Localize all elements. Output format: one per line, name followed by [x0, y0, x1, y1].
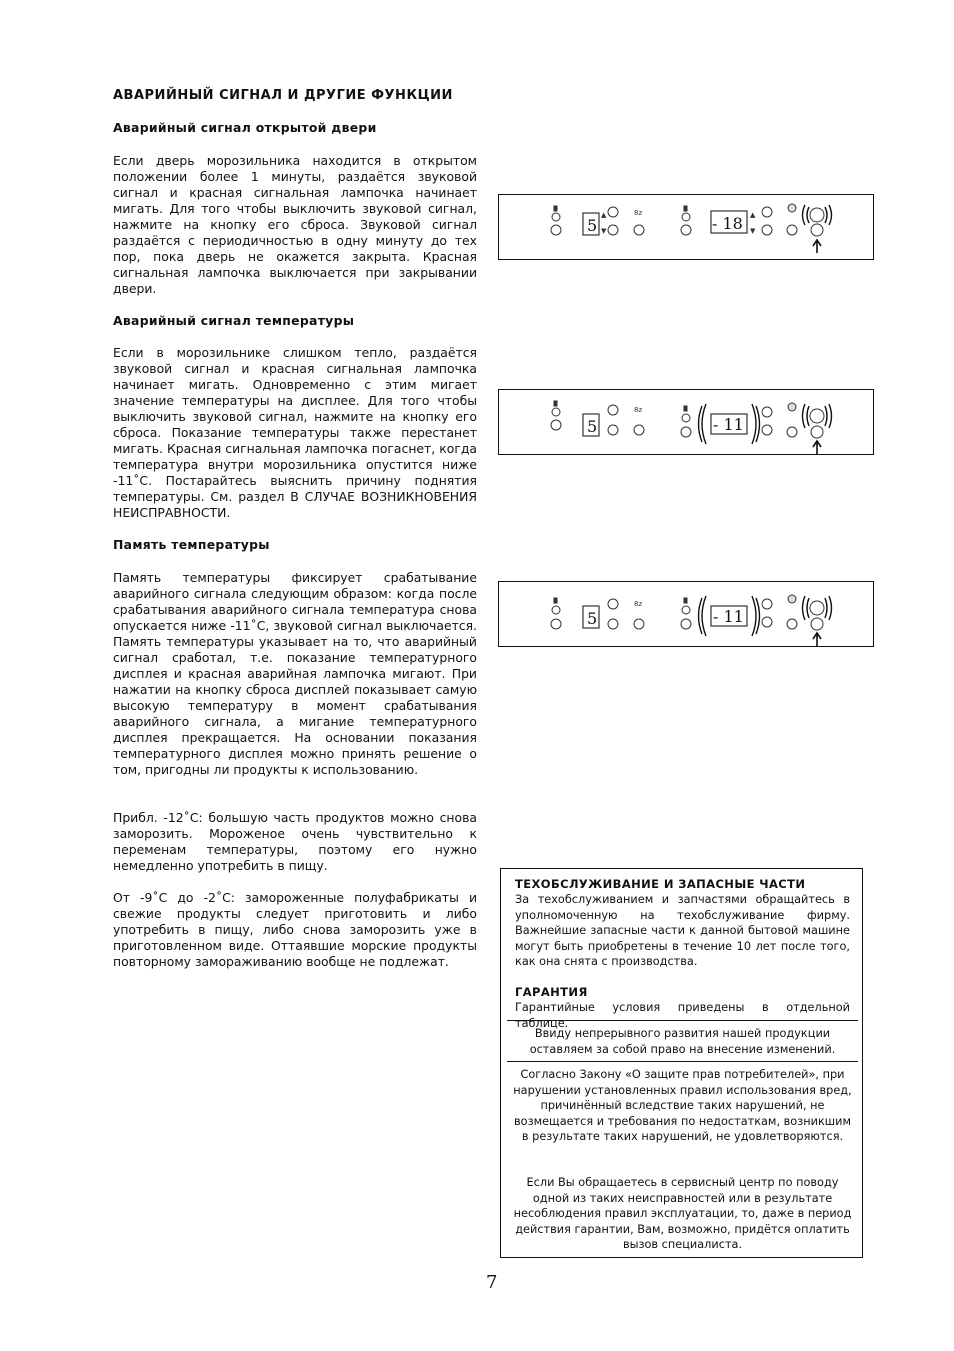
fridge-display-value: 5 [587, 417, 598, 436]
svg-text:8z: 8z [634, 600, 643, 608]
freezer-display-value: - 18 [712, 214, 743, 233]
control-panel-normal [498, 194, 874, 260]
svg-text:8z: 8z [634, 209, 643, 217]
control-panel-memory [498, 581, 874, 647]
service-call-text: Если Вы обращаетесь в сервисный центр по поводу одной из таких неисправностей или в результате несоблюдения правил эксплуатации, то, даже в период действия гарантии, Вам, возможно, придётся оплатить вызов специалиста. [513, 1176, 852, 1251]
temp-memory-heading: Память температуры [113, 537, 270, 552]
temp-memory-note-2: От -9˚C до -2˚C: замороженные полуфабрикаты и свежие продукты следует приготовить и либо употребить в пищу, либо снова заморозить уже в приготовленном виде. Оттаявшие морские продукты повторному замораживанию вообще не подлежат. [113, 890, 477, 969]
fridge-display-value: 5 [587, 216, 598, 235]
arrow-up-icon [813, 240, 821, 253]
alarm-reset-icon [810, 601, 824, 615]
snowflake-icon [788, 595, 796, 603]
arrow-up-icon [813, 633, 821, 646]
freezer-display-value: - 11 [713, 415, 744, 434]
temp-memory-note-1: Прибл. -12˚C: большую часть продуктов можно снова заморозить. Мороженое очень чувствительно к переменам температуры, поэтому его нужно немедленно употребить в пищу. [113, 810, 477, 873]
service-warranty-box [500, 868, 863, 1258]
changes-text: Ввиду непрерывного развития нашей продукции оставляем за собой право на внесение изменений. [529, 1027, 836, 1056]
svg-text:▼: ▼ [750, 227, 756, 235]
warranty-text: Гарантийные условия приведены в отдельной таблице. [515, 1001, 850, 1030]
alarm-reset-button[interactable] [811, 618, 823, 630]
page-number: 7 [486, 1272, 498, 1293]
alarm-reset-icon [810, 409, 824, 423]
freezer-thermometer-icon [684, 598, 687, 603]
freezer-display-value: - 11 [713, 607, 744, 626]
freezer-thermometer-icon [684, 206, 687, 211]
svg-text:▲: ▲ [750, 211, 756, 219]
law-text: Согласно Закону «О защите прав потребителей», при нарушении установленных правил использования вред, причинённый вследствие таких нарушений, не возмещается и требования по недостаткам, возникшим в результате таких нарушений, не удовлетворяются. [513, 1068, 852, 1143]
temp-memory-text: Память температуры фиксирует срабатывание аварийного сигнала следующим образом: когда после срабатывания аварийного сигнала температура снова опускается ниже -11˚C, звуковой сигнал выключается. Память температуры указывает на то, что аварийный сигнал сработал, т.е. показание температурного дисплея и красная аварийная лампочка мигают. При нажатии на кнопку сброса дисплей показывает самую высокую температуру в момент срабатывания аварийного сигнала, а мигание температурного дисплея прекращается. На основании показания температурного дисплея можно принять решение о том, пригодны ли продукты к использованию. [113, 570, 477, 777]
svg-text:▼: ▼ [601, 227, 607, 235]
control-panel-alarm [498, 389, 874, 455]
service-text: За техобслуживанием и запчастями обращайтесь в уполномоченную на техобслуживание фирму. Важнейшие запасные части к данной бытовой машине могут быть приобретены в течение 10 лет после того, как она снята с производства. [515, 893, 850, 968]
divider [507, 1020, 858, 1021]
door-alarm-text: Если дверь морозильника находится в открытом положении более 1 минуты, раздаётся звуковой сигнал и красная сигнальная лампочка начинает мигать. Для того чтобы выключить звуковой сигнал, нажмите на кнопку его сброса. Звуковой сигнал раздаётся с периодичностью в одну минуту до тех пор, пока дверь не окажется закрыта. Красная сигнальная лампочка выключается при закрывании двери. [113, 153, 477, 296]
alarm-reset-button[interactable] [811, 426, 823, 438]
svg-text:▲: ▲ [601, 211, 607, 219]
fridge-thermometer-icon [554, 598, 557, 603]
fridge-thermometer-icon [554, 401, 557, 406]
arrow-up-icon [813, 441, 821, 454]
freezer-thermometer-icon [684, 406, 687, 411]
warranty-heading: ГАРАНТИЯ [515, 985, 588, 999]
service-heading: ТЕХОБСЛУЖИВАНИЕ И ЗАПАСНЫЕ ЧАСТИ [515, 877, 806, 891]
snowflake-icon [788, 403, 796, 411]
fridge-thermometer-icon [554, 206, 557, 211]
temp-alarm-heading: Аварийный сигнал температуры [113, 313, 355, 328]
svg-text:8z: 8z [634, 406, 643, 414]
temp-alarm-text: Если в морозильнике слишком тепло, раздаётся звуковой сигнал и красная сигнальная лампочка начинает мигать. Одновременно с этим мигает значение температуры на дисплее. Для того чтобы выключить звуковой сигнал, нажмите на кнопку его сброса. Показание температуры также перестанет мигать. Красная сигнальная лампочка погаснет, когда температура внутри морозильника опустится ниже -11˚C. Постарайтесь выяснить причину поднятия температуры. См. раздел В СЛУЧАЕ ВОЗНИКНОВЕНИЯ НЕИСПРАВНОСТИ. [113, 345, 477, 520]
alarm-reset-button[interactable] [811, 224, 823, 236]
section-title: АВАРИЙНЫЙ СИГНАЛ И ДРУГИЕ ФУНКЦИИ [113, 88, 453, 103]
divider [507, 1061, 858, 1062]
fridge-display-value: 5 [587, 609, 598, 628]
door-alarm-heading: Аварийный сигнал открытой двери [113, 120, 377, 135]
alarm-reset-icon [810, 208, 824, 222]
snowflake-icon [788, 204, 796, 212]
